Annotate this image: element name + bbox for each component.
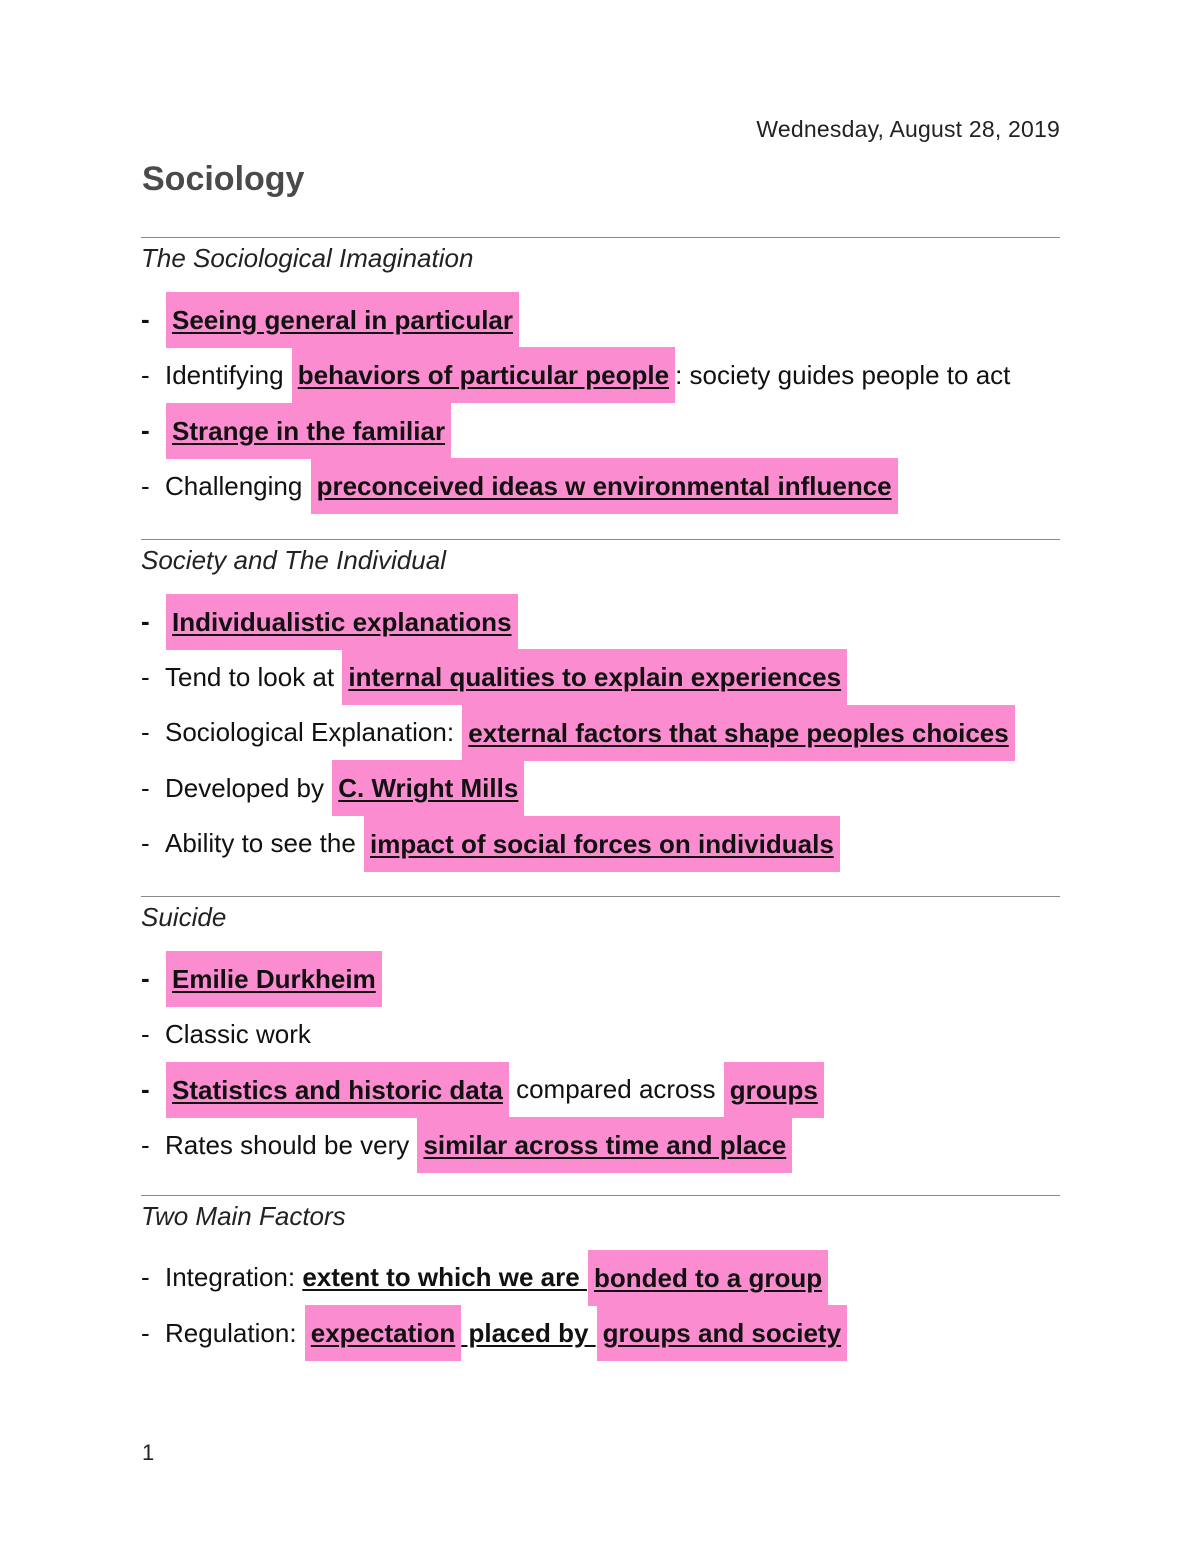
list-item bbox=[141, 761, 1060, 817]
highlighted-text: Seeing general in particular bbox=[166, 292, 519, 348]
highlighted-text: bonded to a group bbox=[588, 1250, 828, 1306]
section-suicide bbox=[141, 896, 1060, 1173]
list-item bbox=[141, 816, 1060, 872]
highlighted-text: Emilie Durkheim bbox=[166, 951, 382, 1007]
section-two-main-factors bbox=[141, 1195, 1060, 1361]
bullet-dash: - bbox=[141, 415, 150, 445]
section-society-individual bbox=[141, 539, 1060, 872]
highlighted-text: groups and society bbox=[597, 1305, 847, 1361]
highlighted-text: Individualistic explanations bbox=[166, 594, 518, 650]
item-text: : society guides people to act bbox=[675, 359, 1011, 390]
bullet-dash: - bbox=[141, 470, 150, 501]
highlighted-text: Strange in the familiar bbox=[166, 403, 451, 459]
bullet-list bbox=[141, 951, 1060, 1173]
section-heading: Society and The Individual bbox=[141, 545, 446, 575]
bullet-dash: - bbox=[141, 828, 150, 858]
item-text: Identifying bbox=[165, 359, 291, 390]
list-item bbox=[141, 403, 1060, 459]
item-text: compared across bbox=[508, 1074, 723, 1104]
highlighted-text: Statistics and historic data bbox=[166, 1062, 509, 1118]
list-item bbox=[141, 594, 1060, 650]
highlighted-text: external factors that shape peoples choices bbox=[462, 705, 1014, 761]
list-item bbox=[141, 1306, 1060, 1362]
bullet-list bbox=[141, 1250, 1060, 1361]
bullet-dash: - bbox=[141, 1317, 150, 1348]
highlighted-text: internal qualities to explain experiences bbox=[342, 649, 847, 705]
section-sociological-imagination bbox=[141, 237, 1060, 514]
highlighted-text: similar across time and place bbox=[417, 1117, 792, 1173]
list-item bbox=[141, 1118, 1060, 1174]
bullet-dash: - bbox=[141, 661, 150, 692]
list-item bbox=[141, 348, 1060, 404]
item-text: Regulation: bbox=[165, 1317, 304, 1348]
item-text: Integration: bbox=[165, 1262, 303, 1292]
item-text: Sociological Explanation: bbox=[165, 717, 462, 747]
highlighted-text: behaviors of particular people bbox=[292, 347, 675, 403]
item-text: Developed by bbox=[165, 772, 332, 803]
list-item bbox=[141, 650, 1060, 706]
highlighted-text: C. Wright Mills bbox=[332, 760, 524, 816]
item-text: Classic work bbox=[165, 1018, 311, 1049]
section-heading: Two Main Factors bbox=[141, 1201, 346, 1231]
underlined-text: extent to which we are bbox=[302, 1262, 587, 1292]
bullet-dash: - bbox=[141, 359, 150, 390]
list-item bbox=[141, 1062, 1060, 1118]
bullet-dash: - bbox=[141, 1262, 150, 1292]
highlighted-text: expectation bbox=[305, 1305, 462, 1361]
bullet-dash: - bbox=[141, 1129, 150, 1160]
bullet-dash: - bbox=[141, 1074, 150, 1104]
item-text: Challenging bbox=[165, 470, 310, 501]
list-item bbox=[141, 705, 1060, 761]
bullet-dash: - bbox=[141, 772, 150, 803]
highlighted-text: groups bbox=[724, 1062, 824, 1118]
item-text: Ability to see the bbox=[165, 828, 363, 858]
item-text: Rates should be very bbox=[165, 1129, 417, 1160]
item-text: Tend to look at bbox=[165, 661, 342, 692]
list-item bbox=[141, 951, 1060, 1007]
list-item bbox=[141, 459, 1060, 515]
underlined-text: placed by bbox=[461, 1317, 596, 1348]
section-heading: The Sociological Imagination bbox=[141, 243, 474, 273]
bullet-list bbox=[141, 594, 1060, 872]
bullet-dash: - bbox=[141, 717, 150, 747]
list-item bbox=[141, 292, 1060, 348]
page-number: 1 bbox=[142, 1440, 155, 1465]
bullet-list bbox=[141, 292, 1060, 514]
highlighted-text: preconceived ideas w environmental influence bbox=[311, 458, 898, 514]
bullet-dash: - bbox=[141, 606, 150, 636]
list-item bbox=[141, 1007, 1060, 1063]
list-item bbox=[141, 1250, 1060, 1306]
bullet-dash: - bbox=[141, 1018, 150, 1049]
bullet-dash: - bbox=[141, 963, 150, 993]
section-heading: Suicide bbox=[141, 902, 227, 932]
bullet-dash: - bbox=[141, 304, 150, 334]
document-title: Sociology bbox=[142, 160, 305, 198]
highlighted-text: impact of social forces on individuals bbox=[364, 816, 840, 872]
document-date: Wednesday, August 28, 2019 bbox=[756, 116, 1060, 142]
